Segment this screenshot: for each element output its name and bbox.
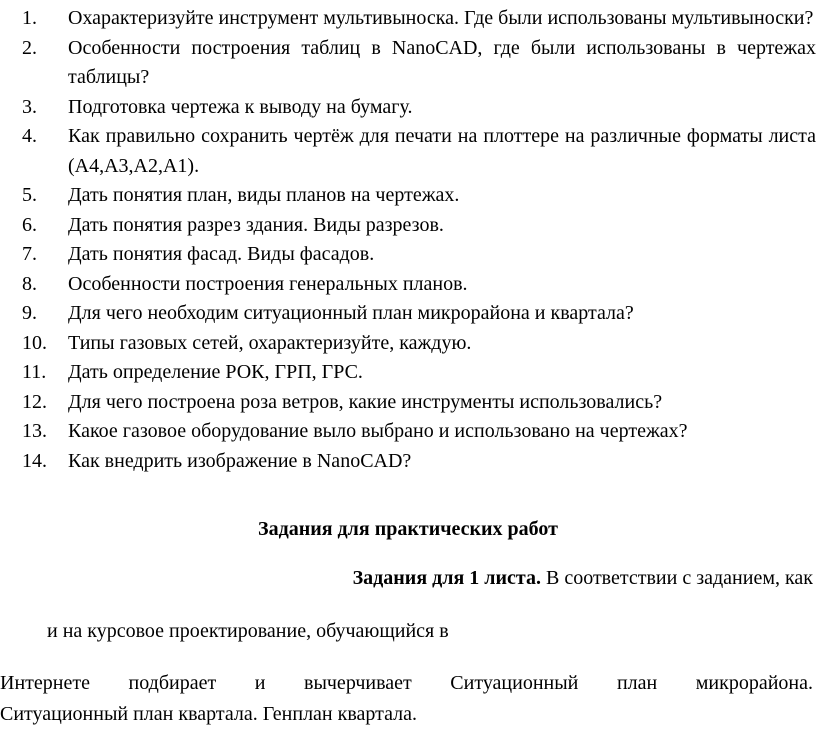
item-number: 12. bbox=[22, 390, 47, 413]
item-number: 5. bbox=[22, 184, 37, 206]
item-text: Какое газовое оборудование выло выбрано и использовано на чертежах? bbox=[68, 420, 688, 442]
item-number: 4. bbox=[22, 125, 37, 147]
item-number: 8. bbox=[22, 272, 37, 295]
list-item bbox=[0, 181, 816, 211]
item-text: Для чего построена роза ветров, какие инструменты использовались? bbox=[68, 390, 663, 413]
list-item bbox=[0, 447, 816, 477]
list-item bbox=[0, 299, 816, 329]
list-item bbox=[0, 329, 816, 359]
list-item bbox=[0, 270, 816, 300]
item-number: 11. bbox=[22, 361, 47, 383]
section-heading: Задания для практических работ bbox=[258, 518, 558, 540]
item-text: Для чего необходим ситуационный план микрорайона и квартала? bbox=[68, 302, 634, 324]
list-item bbox=[0, 122, 816, 181]
item-text: Особенности построения таблиц в NanoCAD, где были использованы в чертежах таблицы? bbox=[68, 36, 816, 88]
questions-list bbox=[0, 4, 816, 476]
task-intro-line bbox=[353, 564, 813, 594]
item-number: 3. bbox=[22, 95, 37, 118]
list-item bbox=[0, 358, 816, 388]
item-text: Как внедрить изображение в NanoCAD? bbox=[68, 449, 412, 472]
list-item bbox=[0, 211, 816, 241]
item-text: Дать понятия план, виды планов на чертежах. bbox=[68, 184, 460, 206]
task-text-line: Интернете подбирает и вычерчивает Ситуационный план микрорайона. bbox=[0, 672, 813, 694]
list-item bbox=[0, 4, 816, 34]
item-number: 10. bbox=[22, 331, 47, 354]
task-text-start: В соответствии с заданием, как bbox=[540, 567, 813, 589]
item-number: 9. bbox=[22, 302, 37, 324]
item-text: Типы газовых сетей, охарактеризуйте, каждую. bbox=[68, 331, 472, 354]
item-text: Особенности построения генеральных планов. bbox=[68, 272, 468, 295]
item-number: 6. bbox=[22, 213, 37, 236]
item-number: 7. bbox=[22, 243, 37, 265]
item-text: Как правильно сохранить чертёж для печати на плоттере на различные форматы листа (А4,А3,А2,А1). bbox=[68, 125, 816, 177]
item-text: Дать понятия разрез здания. Виды разрезов. bbox=[68, 213, 444, 236]
task-title: Задания для 1 листа. bbox=[352, 567, 541, 589]
task-text-line: и на курсовое проектирование, обучающийся в bbox=[47, 620, 449, 642]
item-number: 14. bbox=[22, 449, 47, 472]
task-text-line: Ситуационный план квартала. Генплан квартала. bbox=[0, 703, 418, 725]
item-number: 13. bbox=[22, 420, 47, 442]
list-item bbox=[0, 34, 816, 93]
item-number: 1. bbox=[22, 7, 37, 29]
list-item bbox=[0, 93, 816, 123]
item-number: 2. bbox=[22, 36, 37, 59]
list-item bbox=[0, 417, 816, 447]
list-item bbox=[0, 240, 816, 270]
item-text: Охарактеризуйте инструмент мультивыноска. Где были использованы мультивыноски? bbox=[68, 7, 814, 29]
item-text: Дать понятия фасад. Виды фасадов. bbox=[68, 243, 375, 265]
list-item bbox=[0, 388, 816, 418]
item-text: Подготовка чертежа к выводу на бумагу. bbox=[68, 95, 413, 118]
item-text: Дать определение РОК, ГРП, ГРС. bbox=[68, 361, 363, 383]
